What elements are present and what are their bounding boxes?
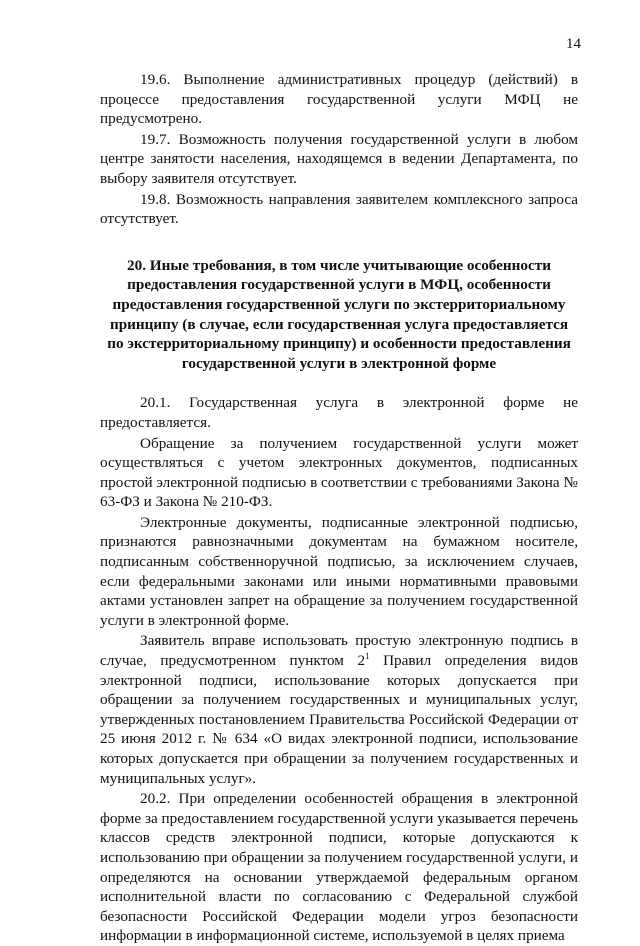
heading-line: 20. Иные требования, в том числе учитывающие особенности (127, 256, 551, 274)
heading-line: предоставления государственной услуги по экстерриториальному (112, 295, 566, 313)
applicant-text-after: Правил определения видов электронной подписи, использование которых допускается при обращении за получением государственных и муниципальных услуг, утвержденных постановлением Правительства Российской Федерации от 25 июня 2012 г. № 634 «О видах электронной подписи, использование которых допускается при обращении за получением государственных и муниципальных услуг». (100, 652, 578, 787)
heading-line: предоставления государственной услуги в МФЦ, особенности (127, 276, 551, 294)
paragraph-19-8: 19.8. Возможность направления заявителем комплексного запроса отсутствует. (100, 190, 578, 228)
paragraph-applicant-right (100, 631, 578, 788)
document-body (100, 70, 578, 946)
paragraph-19-6: 19.6. Выполнение административных процедур (действий) в процессе предоставления государственной услуги МФЦ не предусмотрено. (100, 71, 578, 128)
page-number: 14 (566, 36, 581, 52)
applicant-text-before: Заявитель вправе использовать простую электронную подпись в случае, предусмотренном пунктом 2 (100, 632, 578, 670)
superscript-1: 1 (365, 651, 370, 662)
paragraph-19-7: 19.7. Возможность получения государственной услуги в любом центре занятости населения, находящемся в ведении Департамента, по выбору заявителя отсутствует. (100, 130, 578, 187)
heading-line: государственной услуги в электронной форме (181, 354, 497, 372)
paragraph-simple-signature: Обращение за получением государственной услуги может осуществляться с учетом электронных документов, подписанных простой электронной подписью в соответствии с требованиями Закона № 63-ФЗ и Закона № 210-ФЗ. (100, 434, 578, 511)
paragraph-20-2: 20.2. При определении особенностей обращения в электронной форме за предоставлением государственной услуги указывается перечень классов средств электронной подписи, которые допускаются к использованию при обращении за получением государственной услуги, и определяются на основании утверждаемой федеральным органом исполнительной власти по согласованию с Федеральной службой безопасности Российской Федерации модели угроз безопасности информации в информационной системе, используемой в целях приема (100, 790, 578, 945)
paragraph-20-1: 20.1. Государственная услуга в электронной форме не предоставляется. (100, 394, 578, 431)
heading-line: по экстерриториальному принципу) и особенности предоставления (107, 335, 571, 353)
paragraph-electronic-documents: Электронные документы, подписанные электронной подписью, признаются равнозначными документам на бумажном носителе, подписанным собственноручной подписью, за исключением случаев, если федеральными законами или иными нормативными правовыми актами установлен запрет на обращение за получением государственной услуги в электронной форме. (100, 513, 578, 629)
section-20-heading (100, 256, 578, 374)
heading-line: принципу (в случае, если государственная услуга предоставляется (109, 315, 569, 333)
